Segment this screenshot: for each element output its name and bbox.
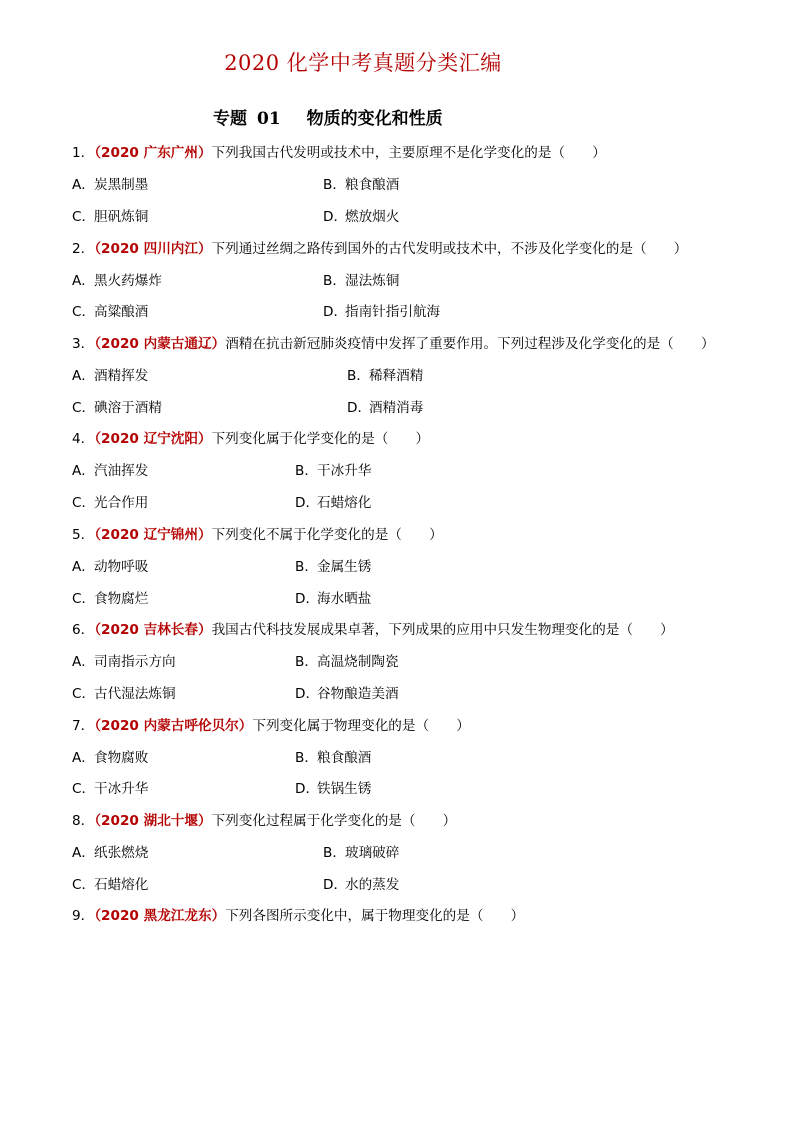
- question-number: 5．: [72, 527, 95, 543]
- question-number: 3．: [72, 336, 95, 352]
- question-stem: 酒精在抗击新冠肺炎疫情中发挥了重要作用。下列过程涉及化学变化的是（ ）: [225, 336, 715, 352]
- option-8a: A．纸张燃烧: [72, 845, 149, 861]
- question-number: 4．: [72, 431, 95, 447]
- option-4c: C．光合作用: [72, 495, 149, 511]
- topic-heading: [213, 104, 443, 129]
- topic-number: 01: [257, 109, 281, 129]
- option-5c: C．食物腐烂: [72, 591, 149, 607]
- question-source: （2020 四川内江）: [94, 241, 212, 257]
- option-6a: A．司南指示方向: [72, 654, 176, 670]
- question-4: [72, 429, 429, 449]
- option-5a: A．动物呼吸: [72, 559, 149, 575]
- option-2b: B．湿法炼铜: [323, 273, 400, 289]
- option-7c: C．干冰升华: [72, 781, 149, 797]
- option-2c: C．高粱酿酒: [72, 304, 149, 320]
- option-2d: D．指南针指引航海: [323, 304, 441, 320]
- option-4d: D．石蜡熔化: [295, 495, 372, 511]
- question-stem: 下列变化属于化学变化的是（ ）: [211, 431, 430, 447]
- question-6: [72, 620, 674, 640]
- question-3: [72, 334, 715, 354]
- question-stem: 下列我国古代发明或技术中，主要原理不是化学变化的是（ ）: [211, 145, 606, 161]
- question-number: 9．: [72, 908, 95, 924]
- option-3a: A．酒精挥发: [72, 368, 149, 384]
- question-source: （2020 辽宁锦州）: [94, 527, 212, 543]
- question-stem: 下列通过丝绸之路传到国外的古代发明或技术中，不涉及化学变化的是（ ）: [211, 241, 688, 257]
- option-5b: B．金属生锈: [295, 559, 372, 575]
- question-source: （2020 辽宁沈阳）: [94, 431, 212, 447]
- topic-name: 物质的变化和性质: [306, 109, 443, 129]
- option-6c: C．古代湿法炼铜: [72, 686, 176, 702]
- topic-label: 专题: [213, 109, 247, 129]
- option-8c: C．石蜡熔化: [72, 877, 149, 893]
- question-2: [72, 239, 687, 259]
- question-number: 8．: [72, 813, 95, 829]
- question-5: [72, 525, 443, 545]
- question-stem: 下列变化属于物理变化的是（ ）: [252, 718, 470, 734]
- question-source: （2020 广东广州）: [94, 145, 212, 161]
- question-8: [72, 811, 456, 831]
- option-7d: D．铁锅生锈: [295, 781, 372, 797]
- question-stem: 我国古代科技发展成果卓著，下列成果的应用中只发生物理变化的是（ ）: [211, 622, 674, 638]
- option-6d: D．谷物酿造美酒: [295, 686, 399, 702]
- option-8b: B．玻璃破碎: [323, 845, 400, 861]
- option-1c: C．胆矾炼铜: [72, 209, 149, 225]
- question-9: [72, 906, 524, 926]
- question-stem: 下列变化过程属于化学变化的是（ ）: [211, 813, 457, 829]
- option-1d: D．燃放烟火: [323, 209, 400, 225]
- option-1a: A．炭黑制墨: [72, 177, 149, 193]
- option-4b: B．干冰升华: [295, 463, 372, 479]
- option-3c: C．碘溶于酒精: [72, 400, 162, 416]
- question-number: 1．: [72, 145, 95, 161]
- question-number: 7．: [72, 718, 95, 734]
- question-7: [72, 716, 470, 736]
- option-7a: A．食物腐败: [72, 750, 149, 766]
- question-stem: 下列各图所示变化中，属于物理变化的是（ ）: [225, 908, 525, 924]
- question-number: 6．: [72, 622, 95, 638]
- question-number: 2．: [72, 241, 95, 257]
- option-5d: D．海水晒盐: [295, 591, 372, 607]
- option-2a: A．黑火药爆炸: [72, 273, 162, 289]
- question-source: （2020 湖北十堰）: [94, 813, 212, 829]
- question-source: （2020 内蒙古通辽）: [94, 336, 226, 352]
- document-title: 2020 化学中考真题分类汇编: [224, 51, 502, 75]
- option-4a: A．汽油挥发: [72, 463, 149, 479]
- question-1: [72, 143, 606, 163]
- question-source: （2020 内蒙古呼伦贝尔）: [94, 718, 253, 734]
- question-stem: 下列变化不属于化学变化的是（ ）: [211, 527, 443, 543]
- option-8d: D．水的蒸发: [323, 877, 400, 893]
- option-3b: B．稀释酒精: [347, 368, 424, 384]
- option-6b: B．高温烧制陶瓷: [295, 654, 399, 670]
- option-3d: D．酒精消毒: [347, 400, 424, 416]
- option-7b: B．粮食酿酒: [295, 750, 372, 766]
- question-source: （2020 吉林长春）: [94, 622, 212, 638]
- question-source: （2020 黑龙江龙东）: [94, 908, 226, 924]
- option-1b: B．粮食酿酒: [323, 177, 400, 193]
